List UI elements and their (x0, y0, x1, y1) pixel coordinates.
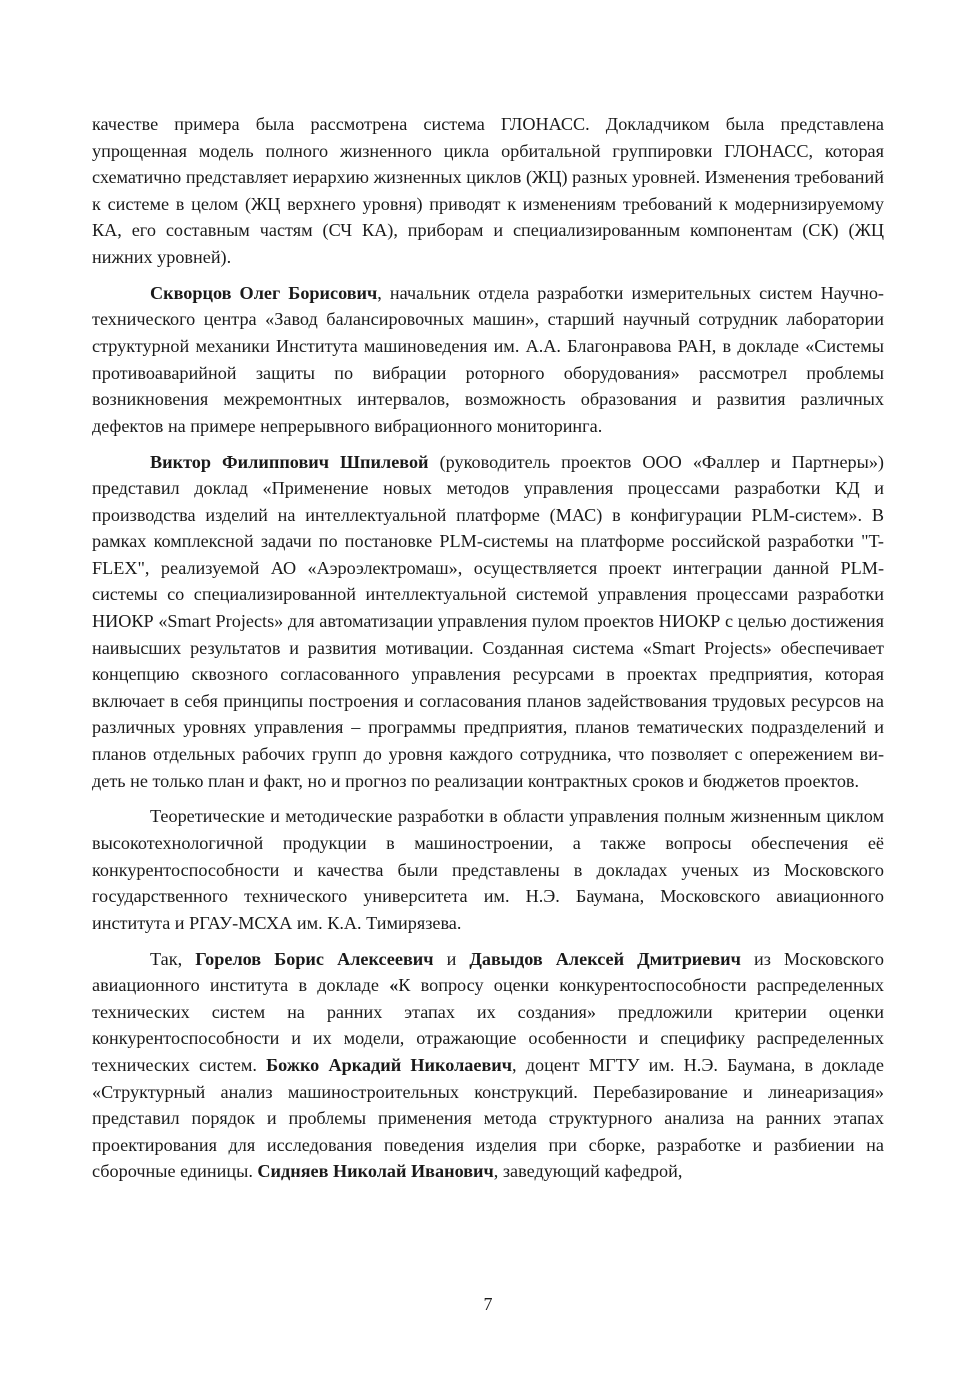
text-run: качестве примера была рассмотрена система ГЛОНАСС. Докладчиком была представлена упрощенная модель полного жизненного цикла орбитальной группировки ГЛОНАСС, которая схематично представляет иерархию жизненных циклов (ЖЦ) разных уровней. Изменения требований к системе в целом (ЖЦ верхнего уровня) приводят к изменениям требований к модернизируемому КА, его составным частям (СЧ КА), приборам и специализированным компонентам (СК) (ЖЦ нижних уровней). (92, 114, 884, 267)
bold-name: « (389, 975, 399, 996)
paragraph (92, 449, 884, 795)
bold-name: Виктор Филиппович Шпилевой (150, 451, 429, 472)
text-run: Теоретические и методические разработки в области управления полным жизненным циклом высокотехнологичной продукции в машиностроении, а также вопросы обеспечения её конкурентоспособности и качества были представлены в докладах ученых из Московского государственного технического университета им. Н.Э. Баумана, Московского авиационного института и РГАУ-МСХА им. К.А. Тимирязева. (92, 806, 884, 933)
bold-name: Сидняев Николай Иванович (257, 1161, 494, 1182)
text-run: К вопросу оценки конкурентоспособности распределенных технических систем на ранних этапах их создания» предложили критерии оценки конкурентоспособности и их модели, отражающие особенности и специфику распределенных технических систем. (92, 975, 885, 1075)
text-run: , начальник отдела разработки измерительных систем Научно-технического центра «Завод балансировочных машин», старший научный сотрудник лаборатории структурной механики Института машиноведения им. А.А. Благонравова РАН, в докладе «Системы противоаварийной защиты по вибрации роторного оборудования» рассмотрел проблемы возникновения межремонтных интервалов, возможность образования и развития различных дефектов на примере непрерывного вибрационного мониторинга. (92, 282, 884, 436)
paragraph (92, 111, 884, 271)
text-run: и (433, 948, 470, 969)
bold-name: Горелов Борис Алексеевич (195, 948, 434, 969)
bold-name: Скворцов Олег Борисович (150, 282, 378, 303)
bold-name: Божко Аркадий Николаевич (266, 1054, 513, 1075)
paragraph (92, 280, 884, 440)
text-run: Так, (150, 948, 196, 969)
paragraph (92, 946, 884, 1185)
text-run: из Московского авиационного института в докладе (92, 948, 885, 996)
paragraph (92, 803, 884, 936)
text-run: , доцент МГТУ им. Н.Э. Баумана, в докладе «Структурный анализ машиностроительных конструкций. Перебазирование и линеаризация» представил порядок и проблемы применения метода структурного анализа на ранних этапах проектирования для исследования поведения изделия при сборке, разработке и разбиении на сборочные единицы. (92, 1054, 884, 1182)
page-number: 7 (483, 1294, 493, 1314)
text-run: , заведующий кафедрой, (493, 1161, 683, 1182)
text-run: (руководитель проектов ООО «Фаллер и Партнеры») представил доклад «Применение новых методов управления процессами разработки КД и производства изделий на интеллектуальной платформе (МАС) в конфигурации PLM-систем». В рамках комплексной задачи по постановке PLM-системы на платформе российской разработки "T-FLEX", реализуемой АО «Аэроэлектромаш», осуществляется проект интеграции данной PLM-системы со специализированной интеллектуальной системой управления процессами разработки НИОКР «Smart Projects» для автоматизации управления пулом проектов НИОКР с целью достижения наивысших результатов и развития мотивации. Созданная система «Smart Projects» обеспечивает концепцию сквозного согласованного управления ресурсами в проектах предприятия, которая включает в себя принципы построения и согласования планов задействования трудовых ресурсов на различных уровнях управления – программы предприятия, планов тематических подразделений и планов отдельных рабочих групп до уровня каждого сотрудника, что позволяет с опережением видеть не только план и факт, но и прогноз по реализации контрактных сроков и бюджетов проектов. (92, 451, 884, 791)
body-text (92, 111, 884, 1185)
bold-name: Давыдов Алексей Дмитриевич (469, 948, 741, 969)
